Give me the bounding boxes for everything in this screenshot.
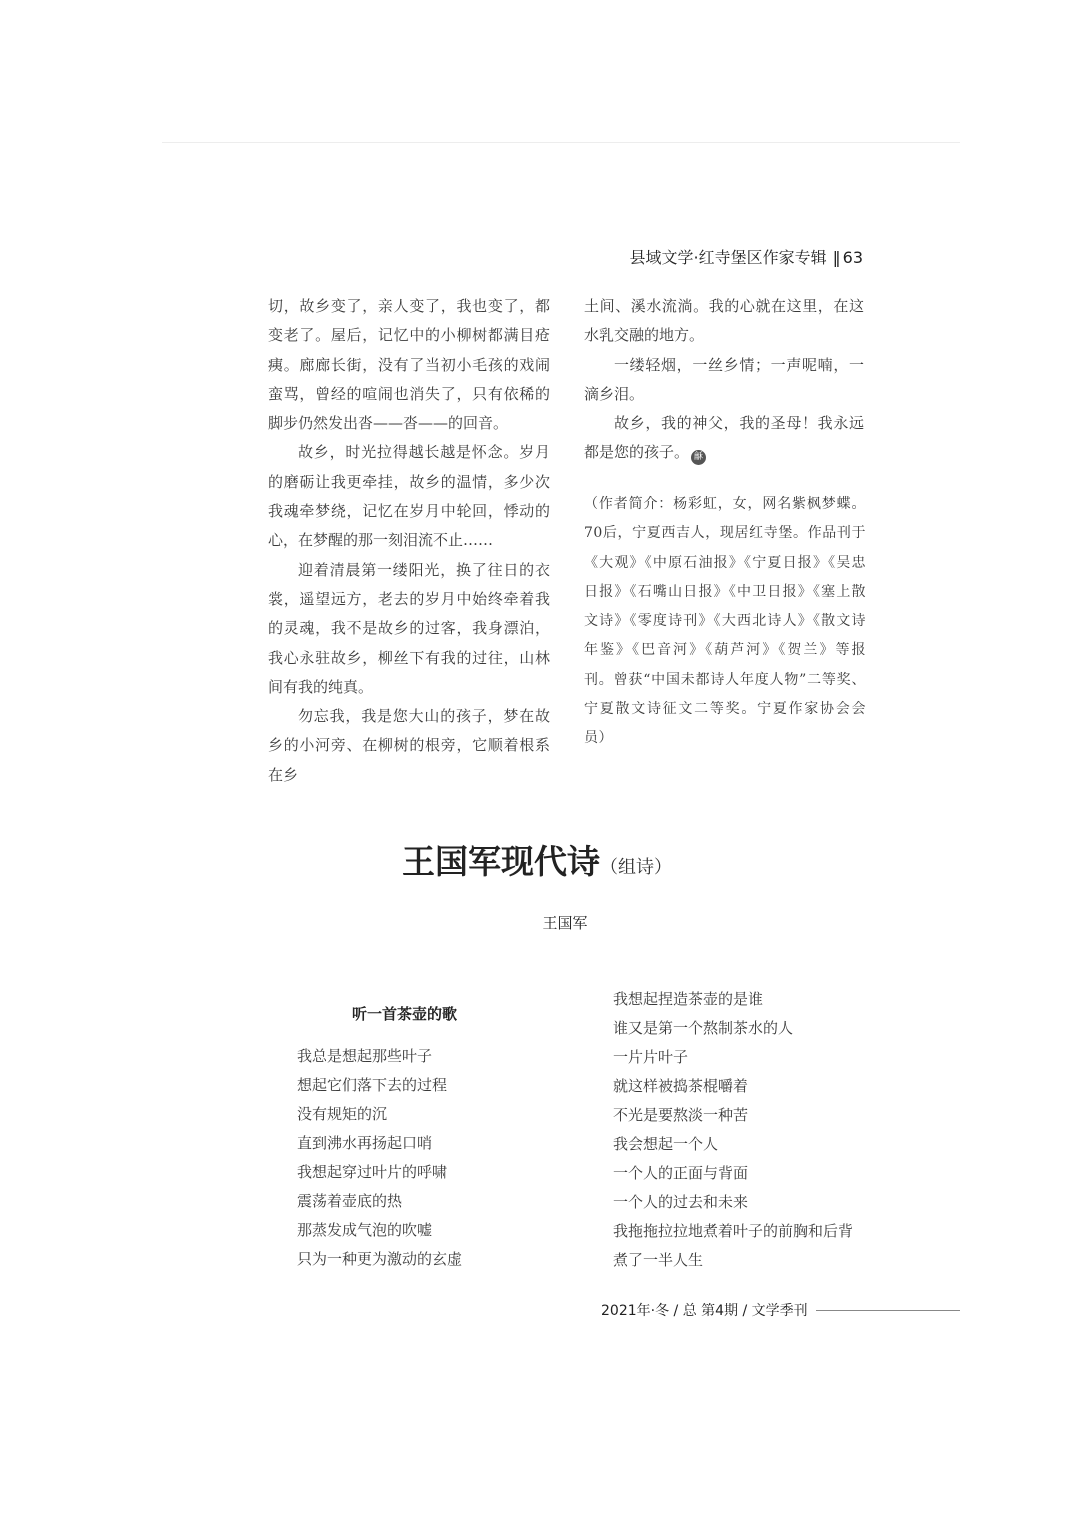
header-section-title: 县域文学·红寺堡区作家专辑 bbox=[629, 248, 827, 267]
poem-line: 震荡着壶底的热 bbox=[297, 1192, 403, 1210]
essay-paragraph: 一缕轻烟，一丝乡情；一声呢喃，一滴乡泪。 bbox=[584, 355, 864, 403]
essay-paragraph: 切，故乡变了，亲人变了，我也变了，都变老了。屋后，记忆中的小柳树都满目疮痍。廊廊长街，没有了当初小毛孩的戏闹蛮骂，曾经的喧闹也消失了，只有依稀的脚步仍然发出沓——沓——的回音。 bbox=[268, 297, 550, 433]
poem-line: 一个人的过去和未来 bbox=[613, 1193, 749, 1211]
footer-divider-line bbox=[816, 1310, 960, 1311]
article-title bbox=[0, 836, 1074, 883]
header-separator: ‖ bbox=[832, 248, 839, 267]
essay-last-paragraph bbox=[584, 409, 864, 468]
essay-paragraph: 土间、溪水流淌。我的心就在这里，在这水乳交融的地方。 bbox=[584, 297, 864, 345]
essay-paragraph: 勿忘我，我是您大山的孩子，梦在故乡的小河旁、在柳树的根旁，它顺着根系在乡 bbox=[268, 707, 550, 784]
poem-line: 我总是想起那些叶子 bbox=[297, 1047, 433, 1065]
poem-line: 谁又是第一个熬制茶水的人 bbox=[613, 1019, 794, 1037]
poem-line: 一片片叶子 bbox=[613, 1048, 689, 1066]
end-of-article-icon: 龢 bbox=[691, 450, 706, 465]
poem-line: 不光是要熬淡一种苦 bbox=[613, 1106, 749, 1124]
article-author: 王国军 bbox=[542, 914, 588, 932]
poem-line: 就这样被捣茶棍嚼着 bbox=[613, 1077, 749, 1095]
poem-line: 我想起穿过叶片的呼啸 bbox=[297, 1163, 448, 1181]
footer-issue-info: 2021年·冬 / 总 第4期 / 文学季刊 bbox=[601, 1303, 808, 1319]
running-header bbox=[560, 245, 863, 268]
poem-title: 听一首茶壶的歌 bbox=[352, 1005, 458, 1023]
poem-line: 那蒸发成气泡的吹嘘 bbox=[297, 1221, 433, 1239]
essay-paragraph: 故乡，时光拉得越长越是怀念。岁月的磨砺让我更牵挂，故乡的温情，多少次我魂牵梦绕，记忆在岁月中轮回，悸动的心，在梦醒的那一刻泪流不止…… bbox=[268, 443, 550, 550]
poem-left-column bbox=[297, 1042, 462, 1274]
page-number: 63 bbox=[842, 248, 863, 267]
article-title-main: 王国军现代诗 bbox=[402, 842, 600, 881]
author-bio: （作者简介：杨彩虹，女，网名紫枫梦蝶。70后，宁夏西吉人，现居红寺堡。作品刊于《大观》《中原石油报》《宁夏日报》《吴忠日报》《石嘴山日报》《中卫日报》《塞上散文诗》《零度诗刊》《大西北诗人》《散文诗年鉴》《巴音河》《葫芦河》《贺兰》等报刊。曾获“中国未都诗人年度人物”二等奖、宁夏散文诗征文二等奖。宁夏作家协会会员） bbox=[584, 496, 866, 747]
article-title-subtitle: （组诗） bbox=[600, 857, 672, 878]
poem-right-column bbox=[613, 985, 853, 1275]
poem-line: 一个人的正面与背面 bbox=[613, 1164, 749, 1182]
poem-line: 我拖拖拉拉地煮着叶子的前胸和后背 bbox=[613, 1222, 854, 1240]
poem-line: 想起它们落下去的过程 bbox=[297, 1076, 448, 1094]
poem-line: 煮了一半人生 bbox=[613, 1251, 704, 1269]
poem-line: 只为一种更为激动的玄虚 bbox=[297, 1250, 463, 1268]
poem-line: 我会想起一个人 bbox=[613, 1135, 719, 1153]
essay-left-column bbox=[268, 292, 550, 790]
poem-line: 没有规矩的沉 bbox=[297, 1105, 388, 1123]
essay-paragraph: 迎着清晨第一缕阳光，换了往日的衣裳，遥望远方，老去的岁月中始终牵着我的灵魂，我不是故乡的过客，我身漂泊，我心永驻故乡，柳丝下有我的过往，山林间有我的纯真。 bbox=[268, 560, 550, 696]
poem-line: 我想起捏造茶壶的是谁 bbox=[613, 990, 764, 1008]
poem-line: 直到沸水再扬起口哨 bbox=[297, 1134, 433, 1152]
top-divider-line bbox=[162, 142, 960, 143]
essay-right-column bbox=[584, 292, 864, 468]
essay-paragraph-text: 故乡，我的神父，我的圣母！我永远都是您的孩子。 bbox=[584, 414, 864, 462]
